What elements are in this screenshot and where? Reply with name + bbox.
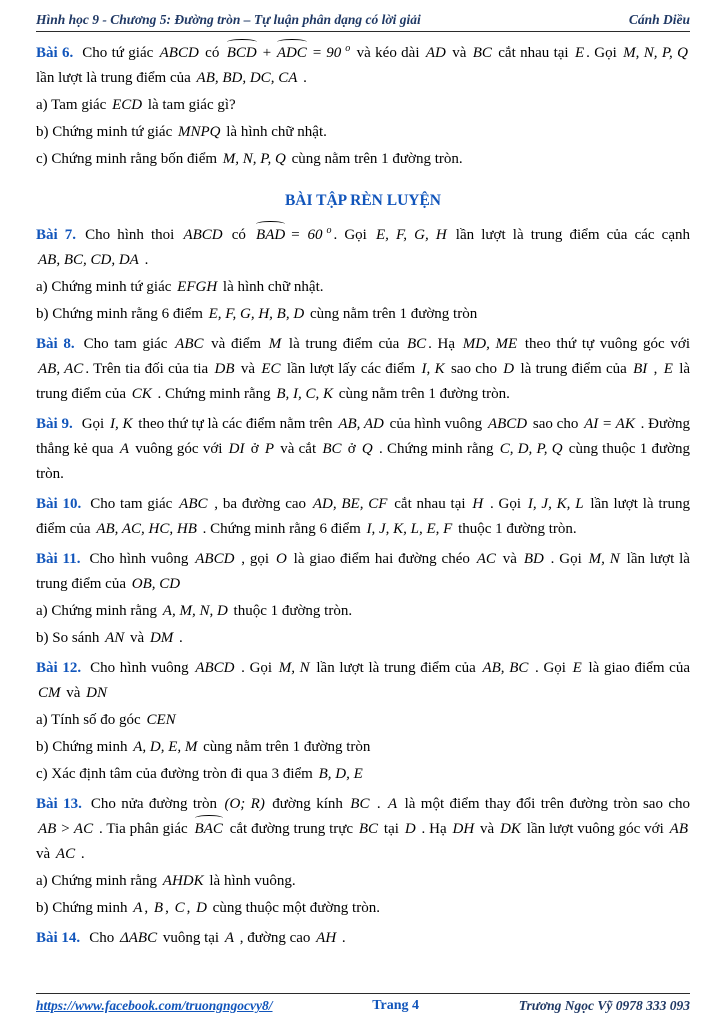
math-run: o bbox=[345, 43, 351, 54]
math-run: ABCD bbox=[195, 551, 235, 567]
text-run: ở bbox=[246, 441, 263, 457]
text-run: lần lượt là trung điểm của bbox=[311, 660, 481, 676]
problem bbox=[36, 547, 690, 651]
text-run: a) Chứng minh tứ giác bbox=[36, 279, 176, 295]
text-run: Gọi bbox=[81, 416, 108, 432]
math-run: ABC bbox=[175, 336, 204, 352]
text-run: cắt nhau tại bbox=[493, 45, 573, 61]
math-run: BC bbox=[406, 336, 427, 352]
text-run: lần lượt là trung điểm của bbox=[36, 496, 690, 537]
math-run: DH bbox=[452, 821, 475, 837]
math-run: EFGH bbox=[177, 279, 218, 295]
math-run: AB, AC, HC, HB bbox=[96, 521, 197, 537]
text-run: , bbox=[649, 361, 662, 377]
text-run: cùng nằm trên 1 đường tròn. bbox=[335, 386, 510, 402]
math-run: = 60 bbox=[290, 227, 323, 243]
text-run: . Chứng minh rằng 6 điểm bbox=[198, 521, 365, 537]
math-run: C bbox=[174, 900, 185, 916]
text-run: Cho hình vuông bbox=[89, 551, 194, 567]
text-run: lần lượt là trung điểm của bbox=[36, 551, 690, 592]
problem-label: Bài 10. bbox=[36, 496, 82, 512]
text-run: . bbox=[371, 796, 387, 812]
text-run: cùng thuộc một đường tròn. bbox=[208, 900, 380, 916]
math-run: M, N bbox=[278, 660, 310, 676]
math-run: AB, AD bbox=[338, 416, 384, 432]
text-run: a) Tam giác bbox=[36, 97, 111, 113]
problem-subitem bbox=[36, 735, 690, 760]
problem-label: Bài 6. bbox=[36, 45, 74, 61]
math-run: AB, AC bbox=[38, 361, 84, 377]
math-run: AC bbox=[476, 551, 496, 567]
text-run: thuộc 1 đường tròn. bbox=[229, 603, 353, 619]
problem bbox=[36, 223, 690, 327]
text-run: là hình chữ nhật. bbox=[222, 124, 327, 140]
text-run: . bbox=[140, 252, 149, 268]
math-run: AC bbox=[55, 846, 76, 862]
text-run: và bbox=[126, 630, 148, 646]
text-run: , bbox=[144, 900, 152, 916]
math-run: AD bbox=[425, 45, 446, 61]
math-run: MD, ME bbox=[462, 336, 518, 352]
text-run: . Gọi bbox=[485, 496, 526, 512]
text-run: b) Chứng minh tứ giác bbox=[36, 124, 176, 140]
text-run: cùng nằm trên 1 đường tròn bbox=[199, 739, 371, 755]
text-run: tại bbox=[380, 821, 403, 837]
problem-label: Bài 12. bbox=[36, 660, 82, 676]
math-run: DN bbox=[86, 685, 108, 701]
text-run: . Tia phân giác bbox=[95, 821, 192, 837]
text-run: Cho nửa đường tròn bbox=[90, 796, 223, 812]
text-run: có bbox=[224, 227, 254, 243]
math-run: ECD bbox=[112, 97, 143, 113]
text-run: là hình vuông. bbox=[205, 873, 296, 889]
math-run: O bbox=[275, 551, 287, 567]
text-run: Cho tam giác bbox=[90, 496, 178, 512]
text-run: lần lượt là trung điểm của bbox=[36, 70, 195, 86]
page-number: Trang 4 bbox=[372, 998, 420, 1013]
text-run: . Đường thẳng kẻ qua bbox=[36, 416, 690, 457]
problem-subitem bbox=[36, 626, 690, 651]
problem-subitem bbox=[36, 896, 690, 921]
math-run: CK bbox=[131, 386, 152, 402]
section-title: BÀI TẬP RÈN LUYỆN bbox=[284, 192, 442, 209]
math-run: + bbox=[261, 45, 272, 61]
text-run: . Chứng minh rằng bbox=[153, 386, 275, 402]
math-run: BI bbox=[633, 361, 648, 377]
text-run: lần lượt vuông góc với bbox=[522, 821, 668, 837]
math-run: I, J, K, L bbox=[527, 496, 584, 512]
problem-statement bbox=[36, 332, 690, 407]
text-run: theo thứ tự là các điểm nằm trên bbox=[134, 416, 337, 432]
problem bbox=[36, 412, 690, 487]
page-header bbox=[36, 12, 690, 32]
text-run: ở bbox=[343, 441, 360, 457]
problem-subitem bbox=[36, 302, 690, 327]
text-run: c) Xác định tâm của đường tròn đi qua 3 điểm bbox=[36, 766, 317, 782]
math-run: A bbox=[119, 441, 129, 457]
text-run: . Gọi bbox=[586, 45, 622, 61]
text-run: là trung điểm của bbox=[283, 336, 405, 352]
problem bbox=[36, 332, 690, 407]
text-run: c) Chứng minh rằng bốn điểm bbox=[36, 151, 221, 167]
text-run: . Gọi bbox=[545, 551, 587, 567]
text-run: . Chứng minh rằng bbox=[374, 441, 498, 457]
problem-subitem bbox=[36, 120, 690, 145]
math-run: AB > AC bbox=[38, 821, 94, 837]
text-run: cùng nằm trên 1 đường tròn. bbox=[287, 151, 463, 167]
problem-statement bbox=[36, 412, 690, 487]
document-body bbox=[36, 32, 690, 993]
text-run: và cắt bbox=[276, 441, 321, 457]
problem-statement bbox=[36, 792, 690, 867]
math-run: AD, BE, CF bbox=[312, 496, 388, 512]
math-run: E bbox=[572, 660, 582, 676]
problem-label: Bài 13. bbox=[36, 796, 82, 812]
text-run: b) Chứng minh rằng 6 điểm bbox=[36, 306, 207, 322]
problem bbox=[36, 41, 690, 172]
math-run: AB, BD, DC, CA bbox=[196, 70, 298, 86]
text-run: Cho tam giác bbox=[83, 336, 174, 352]
text-run: a) Chứng minh rằng bbox=[36, 603, 161, 619]
text-run: thuộc 1 đường tròn. bbox=[454, 521, 577, 537]
math-run: MNPQ bbox=[178, 124, 221, 140]
problem-label: Bài 11. bbox=[36, 551, 81, 567]
math-run: DB bbox=[214, 361, 235, 377]
text-run: , gọi bbox=[236, 551, 274, 567]
problem-label: Bài 7. bbox=[36, 227, 77, 243]
text-run: , bbox=[165, 900, 173, 916]
header-publisher: Cánh Diều bbox=[628, 12, 690, 27]
text-run: cắt đường trung trực bbox=[225, 821, 357, 837]
problem-subitem bbox=[36, 93, 690, 118]
text-run: lần lượt là trung điểm của các cạnh bbox=[448, 227, 690, 243]
math-run: ABCD bbox=[195, 660, 235, 676]
problem-statement bbox=[36, 492, 690, 542]
text-run: đường kính bbox=[266, 796, 349, 812]
problem bbox=[36, 792, 690, 921]
math-run: OB, CD bbox=[131, 576, 181, 592]
text-run: sao cho bbox=[446, 361, 502, 377]
problem bbox=[36, 656, 690, 787]
text-run: của hình vuông bbox=[385, 416, 486, 432]
math-run: AHDK bbox=[162, 873, 204, 889]
text-run: . Hạ bbox=[428, 336, 461, 352]
page-footer bbox=[36, 993, 690, 1014]
math-run: ABCD bbox=[487, 416, 528, 432]
text-run: lần lượt lấy các điểm bbox=[282, 361, 420, 377]
text-run: là tam giác gì? bbox=[144, 97, 236, 113]
math-run: M bbox=[268, 336, 282, 352]
problem-statement bbox=[36, 656, 690, 706]
math-run: AI = AK bbox=[584, 416, 635, 432]
math-run: M, N, P, Q bbox=[623, 45, 688, 61]
math-run: BAD bbox=[253, 223, 288, 248]
text-run: cắt nhau tại bbox=[389, 496, 471, 512]
text-run: a) Chứng minh rằng bbox=[36, 873, 161, 889]
math-run: E, F, G, H bbox=[375, 227, 447, 243]
text-run: cùng nằm trên 1 đường tròn bbox=[306, 306, 478, 322]
math-run: A bbox=[224, 930, 235, 946]
math-run: B, D, E bbox=[318, 766, 363, 782]
text-run: và bbox=[236, 361, 260, 377]
text-run: và bbox=[497, 551, 522, 567]
math-run: D bbox=[404, 821, 416, 837]
problem-statement bbox=[36, 547, 690, 597]
text-run: và bbox=[476, 821, 499, 837]
header-title: Hình học 9 - Chương 5: Đường tròn – Tự luận phân dạng có lời giải bbox=[36, 12, 421, 27]
math-run: ABC bbox=[179, 496, 208, 512]
problem-statement bbox=[36, 41, 690, 91]
problem-statement bbox=[36, 223, 690, 273]
intro-problems bbox=[36, 41, 690, 172]
text-run: là hình chữ nhật. bbox=[219, 279, 324, 295]
text-run: cùng thuộc 1 đường tròn. bbox=[36, 441, 690, 482]
problem bbox=[36, 926, 690, 951]
text-run: b) Chứng minh bbox=[36, 739, 132, 755]
text-run: sao cho bbox=[529, 416, 583, 432]
math-run: BC bbox=[358, 821, 379, 837]
math-run: A bbox=[388, 796, 398, 812]
text-run: a) Tính số đo góc bbox=[36, 712, 145, 728]
text-run: . Gọi bbox=[530, 660, 571, 676]
math-run: M, N, P, Q bbox=[222, 151, 286, 167]
math-run: DK bbox=[500, 821, 521, 837]
math-run: AN bbox=[105, 630, 125, 646]
problem-subitem bbox=[36, 762, 690, 787]
math-run: D bbox=[196, 900, 207, 916]
problem-subitem bbox=[36, 869, 690, 894]
problem-subitem bbox=[36, 147, 690, 172]
text-run: vuông góc với bbox=[130, 441, 227, 457]
text-run: b) So sánh bbox=[36, 630, 104, 646]
text-run: . Gọi bbox=[333, 227, 374, 243]
math-run: ΔABC bbox=[119, 930, 158, 946]
text-run: Cho hình vuông bbox=[90, 660, 194, 676]
problem-label: Bài 14. bbox=[36, 930, 81, 946]
math-run: BC bbox=[472, 45, 492, 61]
math-run: I, J, K, L, E, F bbox=[366, 521, 453, 537]
math-run: I, K bbox=[421, 361, 445, 377]
text-run: là một điểm thay đổi trên đường tròn sao cho bbox=[399, 796, 690, 812]
text-run: là giao điểm của bbox=[583, 660, 690, 676]
problem-subitem bbox=[36, 708, 690, 733]
text-run: Cho tứ giác bbox=[82, 45, 158, 61]
math-run: DI bbox=[228, 441, 245, 457]
math-run: A, M, N, D bbox=[162, 603, 228, 619]
problem-label: Bài 8. bbox=[36, 336, 75, 352]
math-run: B, I, C, K bbox=[276, 386, 334, 402]
math-run: DM bbox=[149, 630, 174, 646]
math-run: BC bbox=[350, 796, 370, 812]
math-run: AB bbox=[669, 821, 688, 837]
text-run: và bbox=[62, 685, 85, 701]
math-run: CM bbox=[38, 685, 61, 701]
math-run: Q bbox=[361, 441, 373, 457]
problem-label: Bài 9. bbox=[36, 416, 73, 432]
text-run: . bbox=[299, 70, 307, 86]
math-run: I, K bbox=[109, 416, 133, 432]
math-run: EC bbox=[261, 361, 281, 377]
text-run: là giao điểm hai đường chéo bbox=[288, 551, 475, 567]
problem-statement bbox=[36, 926, 690, 951]
math-run: P bbox=[264, 441, 275, 457]
facebook-link[interactable]: https://www.facebook.com/truongngocvy8/ bbox=[36, 998, 273, 1013]
text-run: và kéo dài bbox=[352, 45, 424, 61]
text-run: vuông tại bbox=[159, 930, 223, 946]
math-run: AH bbox=[316, 930, 337, 946]
math-run: BCD bbox=[224, 41, 260, 66]
problem-subitem bbox=[36, 275, 690, 300]
text-run: , đường cao bbox=[236, 930, 315, 946]
math-run: B bbox=[153, 900, 164, 916]
author-contact: Trương Ngọc Vỹ 0978 333 093 bbox=[518, 998, 690, 1013]
math-run: AB, BC, CD, DA bbox=[38, 252, 139, 268]
text-run: , ba đường cao bbox=[209, 496, 311, 512]
text-run: . bbox=[77, 846, 85, 862]
math-run: (O; R) bbox=[224, 796, 265, 812]
math-run: A bbox=[133, 900, 143, 916]
math-run: BAC bbox=[192, 817, 226, 842]
math-run: C, D, P, Q bbox=[499, 441, 563, 457]
math-run: BC bbox=[322, 441, 342, 457]
math-run: E, F, G, H, B, D bbox=[208, 306, 305, 322]
math-run: BD bbox=[523, 551, 544, 567]
math-run: CEN bbox=[146, 712, 176, 728]
problem bbox=[36, 492, 690, 542]
practice-problems bbox=[36, 223, 690, 951]
math-run: D bbox=[503, 361, 515, 377]
problem-subitem bbox=[36, 599, 690, 624]
math-run: A, D, E, M bbox=[133, 739, 198, 755]
math-run: E bbox=[663, 361, 673, 377]
text-run: , bbox=[186, 900, 195, 916]
math-run: ABCD bbox=[159, 45, 199, 61]
math-run: = 90 bbox=[311, 45, 342, 61]
text-run: là trung điểm của bbox=[36, 361, 690, 402]
text-run: . bbox=[175, 630, 183, 646]
math-run: M, N bbox=[588, 551, 620, 567]
math-run: ABCD bbox=[183, 227, 223, 243]
text-run: là trung điểm của bbox=[516, 361, 632, 377]
text-run: b) Chứng minh bbox=[36, 900, 132, 916]
text-run: . bbox=[338, 930, 346, 946]
math-run: H bbox=[472, 496, 484, 512]
math-run: ADC bbox=[274, 41, 310, 66]
text-run: . Gọi bbox=[236, 660, 277, 676]
text-run: . Trên tia đối của tia bbox=[85, 361, 213, 377]
text-run: Cho bbox=[89, 930, 118, 946]
math-run: AB, BC bbox=[482, 660, 529, 676]
text-run: và bbox=[447, 45, 471, 61]
text-run: và điểm bbox=[205, 336, 267, 352]
text-run: có bbox=[200, 45, 224, 61]
text-run: . Hạ bbox=[417, 821, 451, 837]
math-run: o bbox=[326, 225, 332, 236]
text-run: theo thứ tự vuông góc với bbox=[519, 336, 690, 352]
text-run: Cho hình thoi bbox=[85, 227, 182, 243]
math-run: E bbox=[574, 45, 585, 61]
text-run: và bbox=[36, 846, 54, 862]
